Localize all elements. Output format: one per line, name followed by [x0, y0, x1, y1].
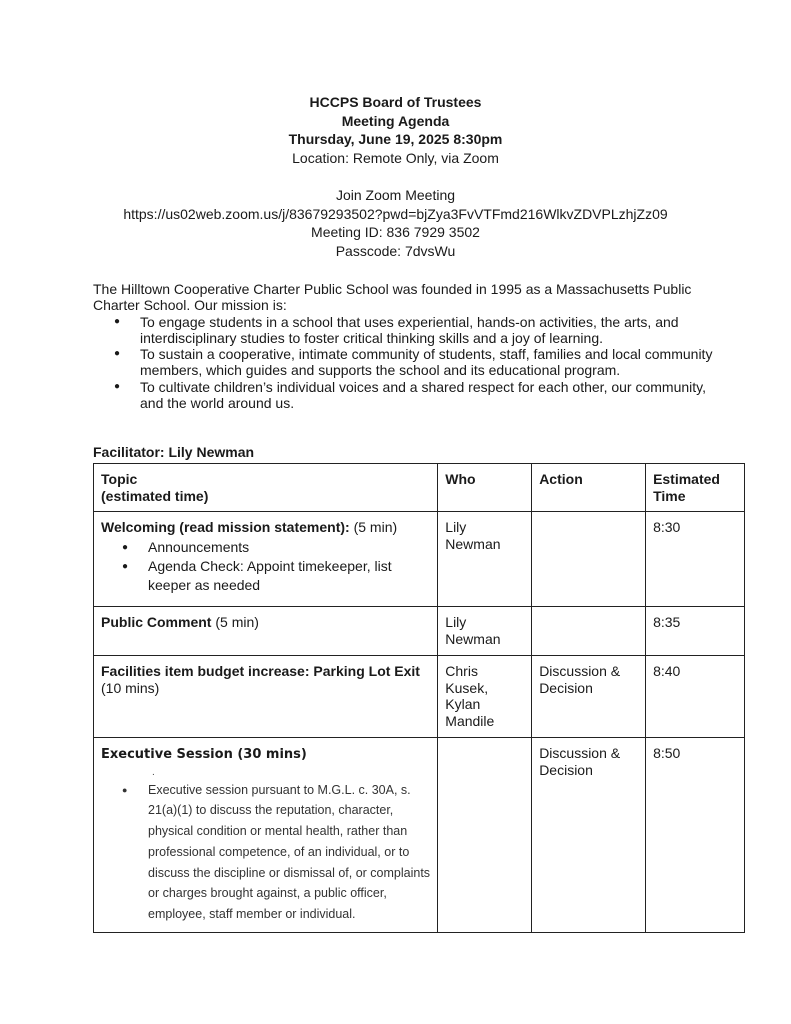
- bullet-icon: ●: [114, 348, 121, 360]
- school-intro: [93, 281, 713, 411]
- table-row: [94, 607, 745, 656]
- action-cell: [532, 512, 646, 607]
- action-text: Discussion &: [539, 745, 621, 761]
- topic-items: [101, 780, 430, 926]
- agenda-header: [0, 93, 791, 260]
- header-time: [646, 464, 745, 512]
- who-text: Kylan: [445, 696, 481, 712]
- topic-duration: (5 min): [211, 614, 259, 630]
- bullet-icon: ●: [114, 380, 121, 392]
- table-row: [94, 738, 745, 933]
- topic-duration: (10 mins): [101, 679, 160, 696]
- zoom-heading: Join Zoom Meeting: [335, 186, 456, 203]
- who-text: Newman: [445, 535, 501, 552]
- table-row: [94, 512, 745, 607]
- mission-item: [93, 314, 713, 347]
- header-topic-sublabel: (estimated time): [101, 487, 209, 504]
- bullet-icon: ●: [122, 541, 129, 553]
- who-text: Mandile: [445, 712, 495, 729]
- meeting-passcode: Passcode: 7dvsWu: [335, 242, 456, 259]
- time-cell: 8:30: [646, 512, 745, 607]
- who-text: Chris: [445, 663, 478, 679]
- topic-item: [101, 557, 430, 595]
- topic-item-text: Agenda Check: Appoint timekeeper, list keeper as needed: [148, 557, 392, 593]
- action-text: Discussion &: [539, 663, 621, 679]
- bullet-icon: ●: [122, 560, 129, 572]
- topic-item: [101, 538, 430, 557]
- meeting-id: Meeting ID: 836 7929 3502: [311, 224, 480, 241]
- agenda-subtitle: Meeting Agenda: [341, 112, 450, 129]
- board-title: HCCPS Board of Trustees: [309, 94, 482, 110]
- who-text: Kusek,: [445, 679, 489, 696]
- header-time-label: Estimated: [653, 471, 720, 487]
- header-action: Action: [532, 464, 646, 512]
- mission-item: [93, 379, 713, 412]
- topic-title: Welcoming (read mission statement):: [101, 519, 350, 535]
- mission-list: [93, 314, 713, 412]
- topic-cell: [94, 607, 438, 656]
- action-cell: [532, 607, 646, 656]
- header-who: Who: [438, 464, 532, 512]
- topic-cell: [94, 738, 438, 933]
- table-row: [94, 656, 745, 738]
- mission-item: [93, 346, 713, 379]
- action-text: Decision: [539, 679, 593, 696]
- meeting-datetime: Thursday, June 19, 2025 8:30pm: [288, 131, 503, 148]
- who-cell: [438, 607, 532, 656]
- who-cell: [438, 738, 532, 933]
- who-text: Newman: [445, 630, 501, 647]
- mission-text: To cultivate children’s individual voices and a shared respect for each other, our community, and the world around us.: [140, 378, 707, 412]
- facilitator-label: Facilitator: Lily Newman: [93, 444, 255, 460]
- meeting-location: Location: Remote Only, via Zoom: [292, 149, 499, 166]
- topic-item: [101, 780, 430, 926]
- header-topic: [94, 464, 438, 512]
- action-cell: [532, 656, 646, 738]
- zoom-link[interactable]: https://us02web.zoom.us/j/83679293502?pwd=bjZya3FvVTFmd216WlkvZDVPLzhjZz09: [123, 205, 668, 222]
- who-cell: [438, 656, 532, 738]
- spacer: [0, 167, 791, 186]
- who-cell: [438, 512, 532, 607]
- mission-text: To sustain a cooperative, intimate community of students, staff, families and local community members, which guides and supports the school and its educational program.: [140, 346, 713, 379]
- action-cell: [532, 738, 646, 933]
- intro-paragraph: The Hilltown Cooperative Charter Public School was founded in 1995 as a Massachusetts Public Charter School. Our mission is:: [93, 281, 692, 314]
- topic-item-text: Executive session pursuant to M.G.L. c. 30A, s. 21(a)(1) to discuss the reputation, character, physical condition or mental health, rather than professional competence, of an individual, or to discuss the discipline or dismissal of, or complaints or charges brought against, a public officer, employee, staff member or individual.: [148, 782, 431, 922]
- bullet-icon: ●: [122, 784, 128, 795]
- time-cell: 8:35: [646, 607, 745, 656]
- table-header-row: [94, 464, 745, 512]
- topic-item-text: Announcements: [148, 538, 250, 555]
- agenda-table: [93, 463, 745, 933]
- topic-cell: [94, 656, 438, 738]
- time-cell: 8:40: [646, 656, 745, 738]
- mission-text: To engage students in a school that uses experiential, hands-on activities, the arts, and interdisciplinary studies to foster critical thinking skills and a joy of learning.: [140, 313, 679, 346]
- time-cell: 8:50: [646, 738, 745, 933]
- bullet-icon: ●: [114, 315, 121, 327]
- stray-mark: .: [152, 766, 155, 778]
- header-time-label-2: Time: [653, 487, 686, 504]
- who-text: Lily: [445, 519, 467, 535]
- topic-cell: [94, 512, 438, 607]
- topic-title: Executive Session (30 mins): [101, 747, 307, 762]
- topic-title: Facilities item budget increase: Parking Lot Exit: [101, 663, 420, 679]
- who-text: Lily: [445, 614, 467, 630]
- topic-duration: (5 min): [349, 519, 398, 535]
- action-text: Decision: [539, 761, 593, 778]
- topic-items: [101, 538, 430, 595]
- header-topic-label: Topic: [101, 471, 138, 487]
- topic-title: Public Comment: [101, 614, 212, 630]
